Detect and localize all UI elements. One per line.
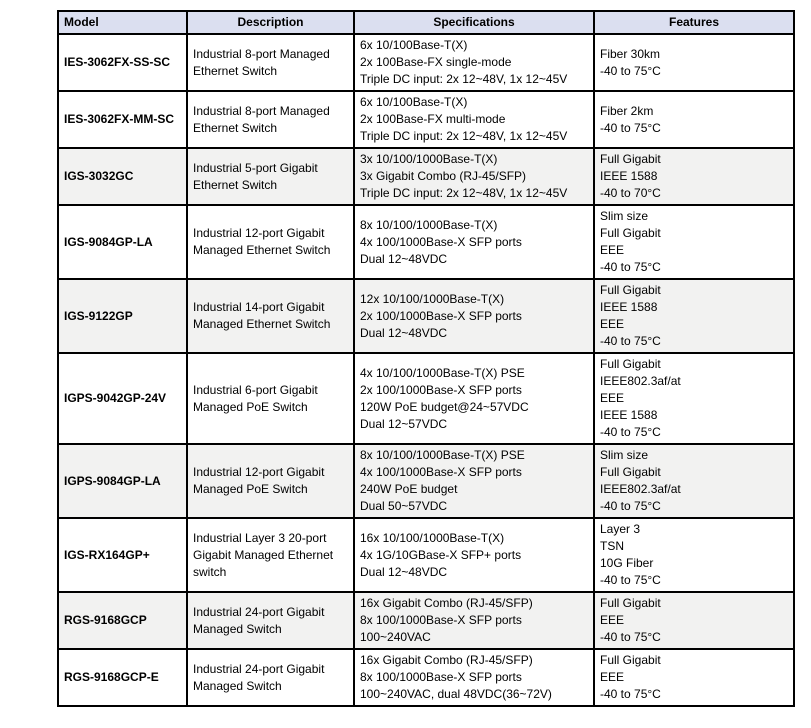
feature-line: Slim size bbox=[600, 209, 649, 223]
feature-line: Full Gigabit bbox=[600, 357, 661, 371]
features-cell bbox=[594, 205, 794, 279]
table-row bbox=[58, 518, 794, 592]
model-cell: IGS-3032GC bbox=[58, 148, 187, 205]
feature-line: Full Gigabit bbox=[600, 465, 661, 479]
feature-line: Fiber 30km bbox=[600, 46, 661, 61]
spec-line: Dual 50~57VDC bbox=[360, 499, 448, 513]
specifications-cell bbox=[354, 649, 594, 706]
product-spec-table bbox=[57, 10, 795, 707]
spec-line: 4x 100/1000Base-X SFP ports bbox=[360, 234, 522, 249]
feature-line: TSN bbox=[600, 539, 624, 553]
feature-line: Full Gigabit bbox=[600, 226, 661, 240]
feature-line: -40 to 75°C bbox=[600, 630, 661, 644]
spec-line: 100~240VAC, dual 48VDC(36~72V) bbox=[360, 687, 552, 701]
spec-line: 3x Gigabit Combo (RJ-45/SFP) bbox=[360, 169, 527, 183]
column-header-description: Description bbox=[187, 11, 354, 34]
spec-line: 8x 10/100/1000Base-T(X) bbox=[360, 217, 498, 232]
header-row bbox=[58, 11, 794, 34]
description-cell: Industrial 14-port Gigabit Managed Ethernet Switch bbox=[187, 279, 354, 353]
spec-line: 6x 10/100Base-T(X) bbox=[360, 38, 468, 52]
spec-line: 4x 10/100/1000Base-T(X) PSE bbox=[360, 365, 525, 380]
spec-line: 3x 10/100/1000Base-T(X) bbox=[360, 152, 498, 166]
table-row bbox=[58, 205, 794, 279]
spec-line: Dual 12~57VDC bbox=[360, 416, 448, 431]
spec-line: Triple DC input: 2x 12~48V, 1x 12~45V bbox=[360, 129, 568, 143]
description-cell: Industrial 24-port Gigabit Managed Switch bbox=[187, 592, 354, 649]
spec-line: 8x 100/1000Base-X SFP ports bbox=[360, 670, 522, 684]
features-cell bbox=[594, 518, 794, 592]
description-cell: Industrial Layer 3 20-port Gigabit Managed Ethernet switch bbox=[187, 518, 354, 592]
spec-line: 100~240VAC bbox=[360, 630, 431, 644]
table-body bbox=[58, 34, 794, 706]
feature-line: -40 to 75°C bbox=[600, 499, 661, 513]
feature-line: Full Gigabit bbox=[600, 596, 661, 610]
feature-line: Full Gigabit bbox=[600, 283, 661, 297]
spec-line: 240W PoE budget bbox=[360, 482, 458, 496]
description-cell: Industrial 6-port Gigabit Managed PoE Switch bbox=[187, 353, 354, 444]
model-cell: IGPS-9084GP-LA bbox=[58, 444, 187, 518]
model-cell: IES-3062FX-SS-SC bbox=[58, 34, 187, 91]
feature-line: -40 to 75°C bbox=[600, 260, 661, 274]
specifications-cell bbox=[354, 205, 594, 279]
features-cell bbox=[594, 34, 794, 91]
description-cell: Industrial 8-port Managed Ethernet Switch bbox=[187, 34, 354, 91]
table-row bbox=[58, 279, 794, 353]
feature-line: IEEE802.3af/at bbox=[600, 482, 681, 496]
model-cell: RGS-9168GCP bbox=[58, 592, 187, 649]
table-row bbox=[58, 444, 794, 518]
specifications-cell bbox=[354, 91, 594, 148]
model-cell: IGPS-9042GP-24V bbox=[58, 353, 187, 444]
model-cell: IGS-RX164GP+ bbox=[58, 518, 187, 592]
specifications-cell bbox=[354, 148, 594, 205]
column-header-features: Features bbox=[594, 11, 794, 34]
features-cell bbox=[594, 444, 794, 518]
spec-line: 4x 1G/10GBase-X SFP+ ports bbox=[360, 547, 522, 562]
description-cell: Industrial 24-port Gigabit Managed Switch bbox=[187, 649, 354, 706]
spec-line: 2x 100Base-FX single-mode bbox=[360, 55, 512, 69]
feature-line: IEEE 1588 bbox=[600, 300, 658, 314]
table-row bbox=[58, 592, 794, 649]
column-header-model: Model bbox=[58, 11, 187, 34]
spec-line: 16x Gigabit Combo (RJ-45/SFP) bbox=[360, 596, 533, 610]
feature-line: Slim size bbox=[600, 448, 649, 462]
model-cell: IES-3062FX-MM-SC bbox=[58, 91, 187, 148]
feature-line: -40 to 75°C bbox=[600, 120, 661, 135]
table-row bbox=[58, 91, 794, 148]
specifications-cell bbox=[354, 592, 594, 649]
feature-line: 10G Fiber bbox=[600, 556, 654, 570]
spec-line: Dual 12~48VDC bbox=[360, 325, 448, 340]
spec-line: 2x 100/1000Base-X SFP ports bbox=[360, 382, 522, 397]
model-cell: IGS-9084GP-LA bbox=[58, 205, 187, 279]
features-cell bbox=[594, 353, 794, 444]
specifications-cell bbox=[354, 444, 594, 518]
feature-line: EEE bbox=[600, 317, 625, 331]
description-cell: Industrial 12-port Gigabit Managed PoE Switch bbox=[187, 444, 354, 518]
model-cell: RGS-9168GCP-E bbox=[58, 649, 187, 706]
features-cell bbox=[594, 91, 794, 148]
description-cell: Industrial 12-port Gigabit Managed Ethernet Switch bbox=[187, 205, 354, 279]
spec-line: 120W PoE budget@24~57VDC bbox=[360, 399, 529, 414]
feature-line: Full Gigabit bbox=[600, 152, 661, 166]
description-cell: Industrial 5-port Gigabit Ethernet Switch bbox=[187, 148, 354, 205]
feature-line: Full Gigabit bbox=[600, 653, 661, 667]
feature-line: -40 to 75°C bbox=[600, 334, 661, 348]
table-row bbox=[58, 34, 794, 91]
feature-line: IEEE 1588 bbox=[600, 169, 658, 183]
product-spec-table-container bbox=[57, 10, 795, 707]
feature-line: IEEE 1588 bbox=[600, 408, 658, 422]
spec-line: 8x 100/1000Base-X SFP ports bbox=[360, 613, 522, 627]
feature-line: Fiber 2km bbox=[600, 103, 654, 118]
spec-line: 12x 10/100/1000Base-T(X) bbox=[360, 291, 505, 306]
spec-line: 16x Gigabit Combo (RJ-45/SFP) bbox=[360, 653, 533, 667]
column-header-specifications: Specifications bbox=[354, 11, 594, 34]
feature-line: EEE bbox=[600, 243, 625, 257]
description-cell: Industrial 8-port Managed Ethernet Switch bbox=[187, 91, 354, 148]
spec-line: 2x 100Base-FX multi-mode bbox=[360, 112, 506, 126]
spec-line: 8x 10/100/1000Base-T(X) PSE bbox=[360, 448, 525, 462]
table-header bbox=[58, 11, 794, 34]
feature-line: Layer 3 bbox=[600, 522, 641, 536]
features-cell bbox=[594, 649, 794, 706]
spec-line: Dual 12~48VDC bbox=[360, 251, 448, 266]
specifications-cell bbox=[354, 518, 594, 592]
model-cell: IGS-9122GP bbox=[58, 279, 187, 353]
spec-line: 2x 100/1000Base-X SFP ports bbox=[360, 308, 522, 323]
specifications-cell bbox=[354, 34, 594, 91]
feature-line: EEE bbox=[600, 670, 625, 684]
features-cell bbox=[594, 148, 794, 205]
feature-line: -40 to 75°C bbox=[600, 63, 661, 78]
feature-line: EEE bbox=[600, 613, 625, 627]
feature-line: -40 to 75°C bbox=[600, 687, 661, 701]
spec-line: 4x 100/1000Base-X SFP ports bbox=[360, 465, 522, 479]
specifications-cell bbox=[354, 353, 594, 444]
table-row bbox=[58, 353, 794, 444]
feature-line: EEE bbox=[600, 391, 625, 405]
feature-line: -40 to 75°C bbox=[600, 573, 661, 587]
spec-line: Triple DC input: 2x 12~48V, 1x 12~45V bbox=[360, 72, 568, 86]
spec-line: Triple DC input: 2x 12~48V, 1x 12~45V bbox=[360, 186, 568, 200]
feature-line: -40 to 75°C bbox=[600, 425, 661, 439]
spec-line: 6x 10/100Base-T(X) bbox=[360, 95, 468, 109]
features-cell bbox=[594, 592, 794, 649]
table-row bbox=[58, 649, 794, 706]
features-cell bbox=[594, 279, 794, 353]
specifications-cell bbox=[354, 279, 594, 353]
spec-line: 16x 10/100/1000Base-T(X) bbox=[360, 530, 505, 545]
table-row bbox=[58, 148, 794, 205]
feature-line: IEEE802.3af/at bbox=[600, 374, 681, 388]
spec-line: Dual 12~48VDC bbox=[360, 564, 448, 579]
feature-line: -40 to 70°C bbox=[600, 186, 661, 200]
